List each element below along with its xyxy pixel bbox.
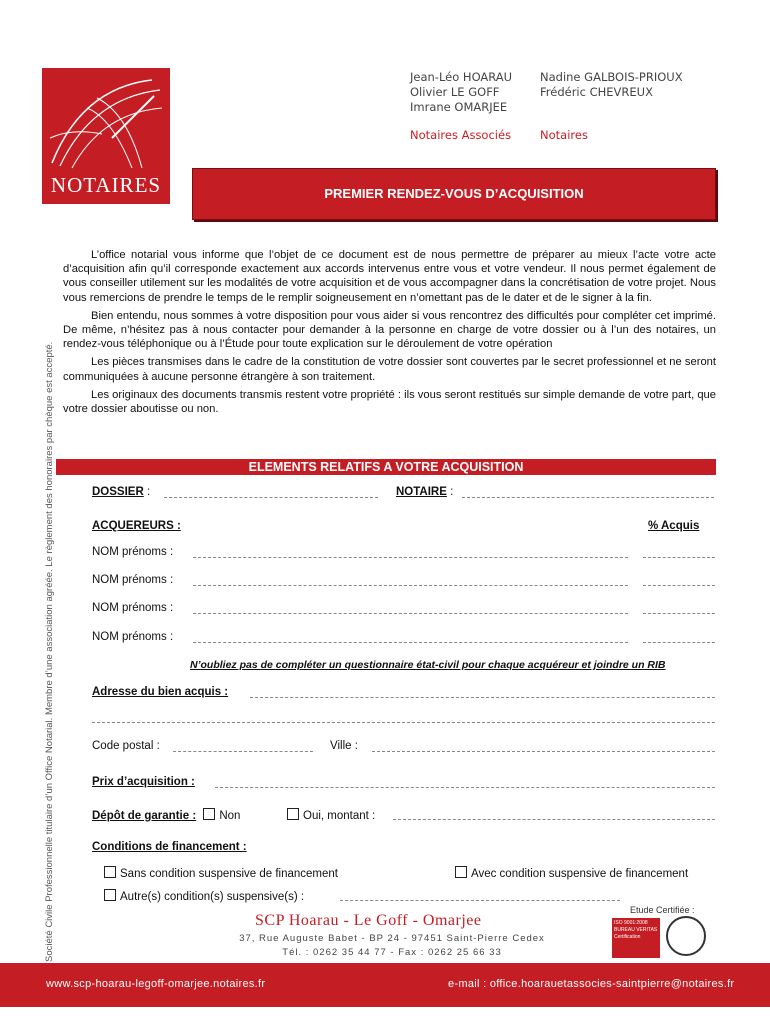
- sans-condition-label: Sans condition suspensive de financement: [120, 868, 339, 880]
- associates-label: Notaires Associés: [410, 128, 512, 142]
- nom-field[interactable]: [193, 557, 628, 558]
- avec-condition-checkbox[interactable]: [455, 866, 467, 878]
- intro-paragraph: L’office notarial vous informe que l’objet de ce document est de nous permettre de préparer au mieux l’acte votre acte d’acquisition afin qu’il corresponde exactement aux accords intervenus entre vous et votre vendeur. Il nous permet également de vous conseiller utilement sur les modalités de votre acquisition et de vous accompagner dans la concrétisation de votre projet. Nous vous remercions de prendre le temps de le remplir soigneusement en n’omettant pas de le dater et de le signer à la fin.: [63, 249, 716, 304]
- nom-field[interactable]: [193, 642, 628, 643]
- adresse-label: Adresse du bien acquis :: [92, 686, 229, 698]
- depot-label: Dépôt de garantie :: [92, 810, 197, 822]
- dossier-label: DOSSIER: [92, 486, 144, 498]
- section-header: [56, 459, 716, 475]
- pct-acquis-label: % Acquis: [648, 520, 700, 532]
- sans-condition-checkbox[interactable]: [104, 866, 116, 878]
- email-link[interactable]: e-mail : office.hoarauetassocies-saintpierre@notaires.fr: [448, 978, 735, 990]
- footer-company: SCP Hoarau - Le Goff - Omarjee: [255, 912, 482, 929]
- colon: :: [146, 486, 151, 498]
- nom-label: NOM prénoms :: [92, 602, 174, 614]
- notaire-row: [396, 486, 453, 498]
- notary-name: Imrane OMARJEE: [410, 100, 508, 114]
- notaires-logo: [42, 68, 170, 204]
- pct-field[interactable]: [643, 613, 715, 614]
- oui-checkbox[interactable]: [287, 808, 299, 820]
- notaries-label: Notaires: [540, 128, 588, 142]
- nom-field[interactable]: [193, 613, 628, 614]
- code-postal-field[interactable]: [173, 751, 313, 752]
- ville-label: Ville :: [330, 740, 358, 752]
- pct-field[interactable]: [643, 585, 715, 586]
- autre-condition-checkbox[interactable]: [104, 889, 116, 901]
- non-label: Non: [219, 810, 241, 822]
- certification-label: Etude Certifiée :: [630, 905, 695, 915]
- document-title-box: [192, 168, 716, 220]
- autre-condition-option: [104, 889, 304, 903]
- autre-condition-field[interactable]: [340, 900, 620, 901]
- pct-field[interactable]: [643, 557, 715, 558]
- adresse-field[interactable]: [250, 697, 715, 698]
- colon: :: [450, 486, 454, 498]
- avec-condition-label: Avec condition suspensive de financement: [471, 868, 689, 880]
- intro-paragraph: Les originaux des documents transmis restent votre propriété : ils vous seront restitués sur simple demande de votre part, que votre dossier aboutisse ou non.: [63, 388, 716, 416]
- oui-label: Oui, montant :: [303, 810, 376, 822]
- certification-seal-icon: [666, 916, 706, 956]
- montant-field[interactable]: [393, 819, 715, 820]
- footer-phone: Tél. : 0262 35 44 77 - Fax : 0262 25 66 33: [282, 947, 502, 958]
- logo-text: NOTAIRES: [50, 173, 162, 197]
- adresse-field-line2[interactable]: [92, 722, 715, 723]
- nom-label: NOM prénoms :: [92, 574, 174, 586]
- depot-row: [92, 808, 240, 822]
- section-title: ELEMENTS RELATIFS A VOTRE ACQUISITION: [248, 460, 524, 474]
- non-checkbox[interactable]: [203, 808, 215, 820]
- intro-text: [63, 248, 716, 420]
- avec-condition-option: [455, 866, 688, 880]
- prix-label: Prix d’acquisition :: [92, 776, 195, 788]
- rib-reminder-note: N’oubliez pas de compléter un questionnaire état-civil pour chaque acquéreur et joindre un RIB: [190, 659, 666, 671]
- pct-field[interactable]: [643, 642, 715, 643]
- sans-condition-option: [104, 866, 338, 880]
- notaire-field[interactable]: [462, 497, 714, 498]
- footer-bar: [0, 963, 770, 1007]
- intro-paragraph: Bien entendu, nous sommes à votre disposition pour vous aider si vous rencontrez des difficultés pour compléter cet imprimé. De même, n’hésitez pas à nous contacter pour demander à la personne en charge de votre dossier ou à l’un des notaires, un rendez-vous téléphonique ou à l’Étude pour toute explication sur le déroulement de votre opération: [63, 309, 716, 351]
- prix-field[interactable]: [215, 787, 715, 788]
- footer-address: 37, Rue Auguste Babet - BP 24 - 97451 Saint-Pierre Cedex: [239, 933, 545, 944]
- document-title: PREMIER RENDEZ-VOUS D’ACQUISITION: [324, 186, 584, 201]
- notaire-label: NOTAIRE: [396, 486, 447, 498]
- vertical-legal-text: Société Civile Professionnelle titulaire d’un Office Notarial. Membre d’une association agréée. Le règlement des honoraires par chèque est accepté.: [44, 341, 55, 962]
- ville-field[interactable]: [372, 751, 715, 752]
- notary-name: Frédéric CHEVREUX: [540, 85, 653, 99]
- dossier-row: [92, 486, 150, 498]
- acquereurs-label: ACQUEREURS :: [92, 520, 181, 532]
- autre-condition-label: Autre(s) condition(s) suspensive(s) :: [120, 891, 305, 903]
- notary-name: Olivier LE GOFF: [410, 85, 500, 99]
- conditions-label: Conditions de financement :: [92, 841, 247, 853]
- nom-label: NOM prénoms :: [92, 631, 174, 643]
- website-link[interactable]: www.scp-hoarau-legoff-omarjee.notaires.fr: [46, 978, 266, 990]
- intro-paragraph: Les pièces transmises dans le cadre de la constitution de votre dossier sont couvertes par le secret professionnel et ne seront communiquées à aucune personne étrangère à son traitement.: [63, 356, 716, 383]
- notaries-names: [540, 70, 683, 100]
- code-postal-label: Code postal :: [92, 740, 160, 752]
- bureau-veritas-logo: ISO 9001:2008 BUREAU VERITAS Certification: [612, 918, 660, 958]
- notary-name: Nadine GALBOIS-PRIOUX: [540, 70, 683, 84]
- dossier-field[interactable]: [164, 497, 378, 498]
- associates-names: [410, 70, 512, 115]
- footer-address-block: [232, 932, 552, 960]
- nom-field[interactable]: [193, 585, 628, 586]
- notary-name: Jean-Léo HOARAU: [410, 70, 513, 84]
- nom-label: NOM prénoms :: [92, 546, 174, 558]
- oui-row: [287, 808, 375, 822]
- quill-emblem-icon: [42, 68, 170, 178]
